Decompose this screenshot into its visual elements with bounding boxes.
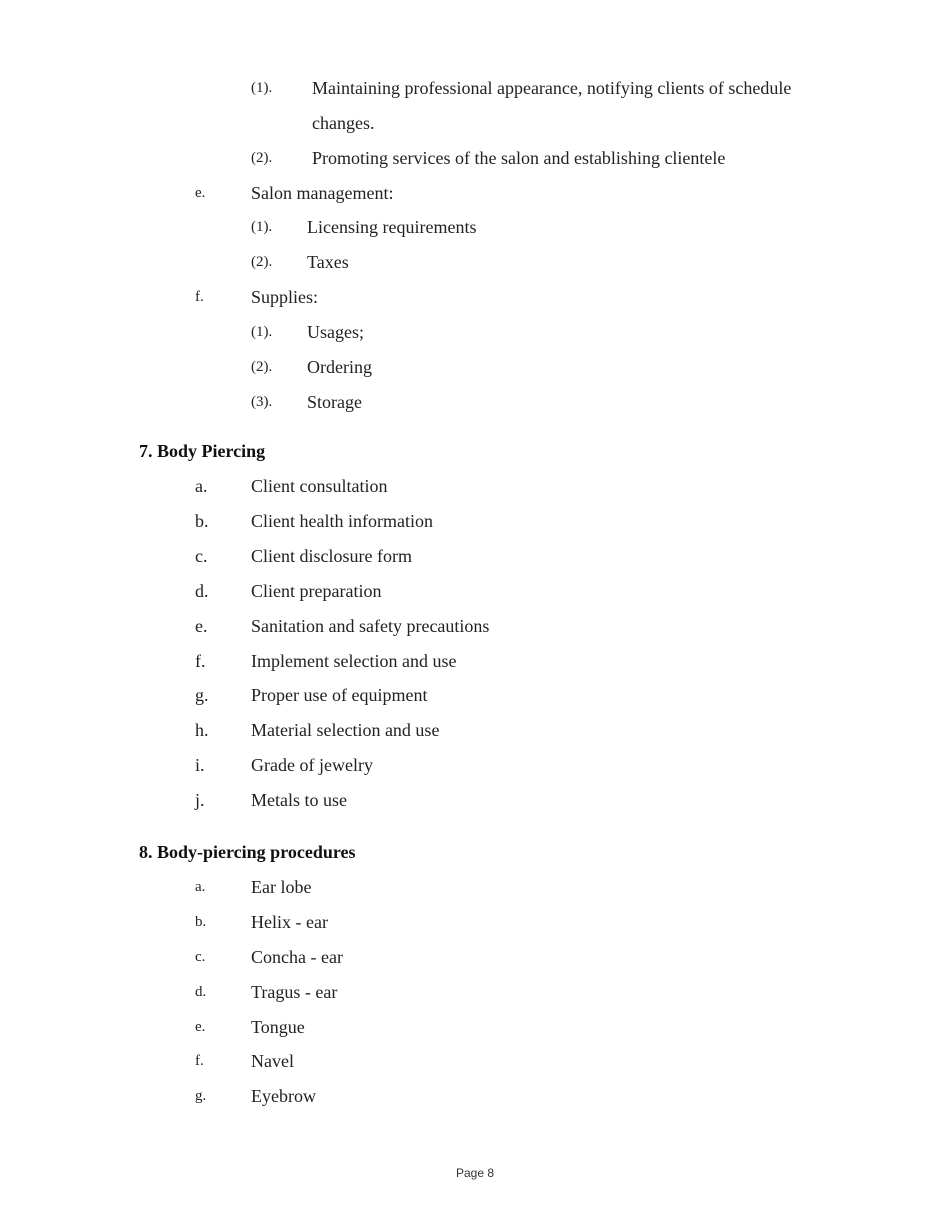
sub-item-marker: (1). — [251, 324, 273, 340]
item-marker: e. — [195, 185, 206, 201]
item-marker: b. — [195, 914, 207, 930]
item-marker: f. — [195, 289, 204, 305]
sub-item-text: Storage — [307, 392, 362, 412]
item-text: Concha - ear — [251, 947, 343, 967]
item-marker: j. — [195, 790, 205, 810]
item-marker: f. — [195, 651, 206, 671]
sub-item-text: Ordering — [307, 357, 372, 377]
sub-item-text: Promoting services of the salon and establishing clientele — [312, 148, 726, 168]
item-marker: b. — [195, 511, 209, 531]
item-text: Helix - ear — [251, 912, 328, 932]
item-text: Metals to use — [251, 790, 347, 810]
item-text: Client health information — [251, 511, 433, 531]
item-marker: c. — [195, 546, 208, 566]
item-marker: d. — [195, 984, 207, 1000]
item-marker: i. — [195, 755, 205, 775]
item-marker: e. — [195, 616, 208, 636]
page-number: Page 8 — [455, 1166, 495, 1180]
sub-item-marker: (2). — [251, 359, 273, 375]
item-text: Client consultation — [251, 476, 388, 496]
item-text: Grade of jewelry — [251, 755, 373, 775]
item-text: Sanitation and safety precautions — [251, 616, 490, 636]
section-heading: 7. Body Piercing — [139, 441, 266, 461]
item-text: Tongue — [251, 1017, 305, 1037]
sub-item-text: Taxes — [307, 252, 349, 272]
sub-item-marker: (3). — [251, 394, 273, 410]
item-text: Material selection and use — [251, 720, 440, 740]
item-text: Proper use of equipment — [251, 685, 428, 705]
item-marker: g. — [195, 685, 209, 705]
item-text: Ear lobe — [251, 877, 312, 897]
item-marker: g. — [195, 1088, 207, 1104]
item-text: Client preparation — [251, 581, 382, 601]
item-marker: d. — [195, 581, 209, 601]
item-text: Implement selection and use — [251, 651, 457, 671]
item-marker: c. — [195, 949, 206, 965]
sub-item-marker: (2). — [251, 254, 273, 270]
item-marker: e. — [195, 1019, 206, 1035]
sub-item-marker: (1). — [251, 80, 273, 96]
item-text: Eyebrow — [251, 1086, 316, 1106]
sub-item-text: Maintaining professional appearance, notifying clients of schedule — [312, 78, 792, 98]
item-text: Tragus - ear — [251, 982, 338, 1002]
item-marker: a. — [195, 476, 208, 496]
item-text: Salon management: — [251, 183, 394, 203]
section-heading: 8. Body-piercing procedures — [139, 842, 356, 862]
item-marker: h. — [195, 720, 209, 740]
sub-item-text: Usages; — [307, 322, 364, 342]
item-marker: f. — [195, 1053, 204, 1069]
sub-item-marker: (2). — [251, 150, 273, 166]
sub-item-marker: (1). — [251, 219, 273, 235]
item-text: Navel — [251, 1051, 294, 1071]
item-text: Supplies: — [251, 287, 319, 307]
item-marker: a. — [195, 879, 206, 895]
sub-item-text: Licensing requirements — [307, 217, 477, 237]
sub-item-text-continued: changes. — [312, 113, 375, 133]
item-text: Client disclosure form — [251, 546, 412, 566]
